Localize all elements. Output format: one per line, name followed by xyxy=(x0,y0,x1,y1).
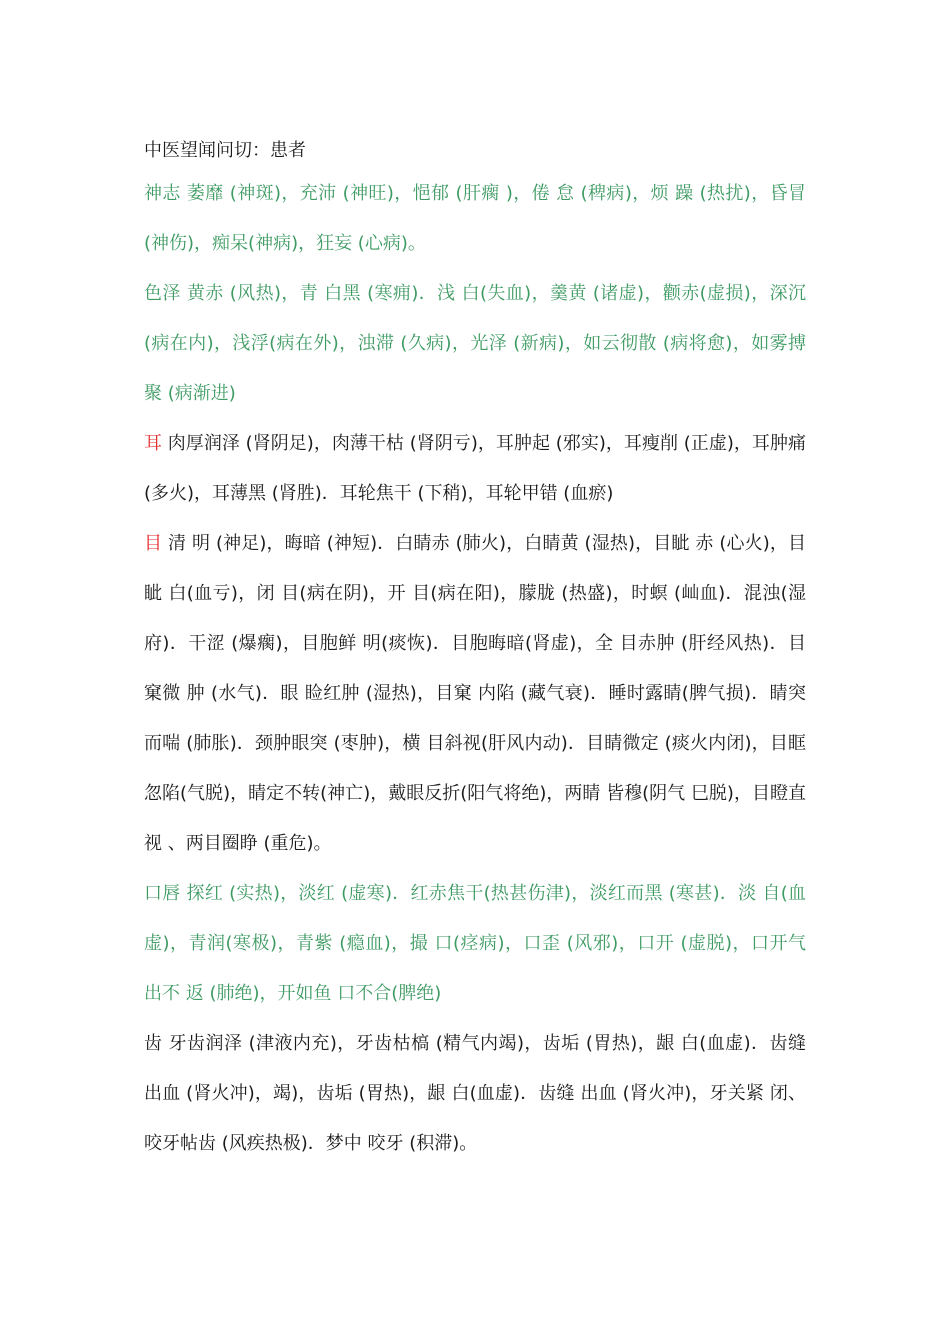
section-teeth-text: 齿 牙齿润泽 (津液内充)，牙齿枯槁 (精气内竭)，齿垢 (胃热)，龈 白(血虚)．齿缝 出血 (肾火冲)，竭)，齿垢 (胃热)，龈 白(血虚)．齿缝 出血 (肾火冲)，牙关紧 闭、咬牙帖齿 (风疾热极)．梦中 咬牙 (积滞)。 xyxy=(144,1033,806,1154)
section-spirit xyxy=(144,169,806,269)
section-spirit-text: 神志 萎靡 (神斑)，充沛 (神旺)，悒郁 (肝瘸 )，倦 怠 (稗病)，烦 躁 (热扰)，昏冒(神伤)，痴呆(神病)，狂妄 (心病)。 xyxy=(144,183,806,254)
section-eye-text: 清 明 (神足)，晦暗 (神短)．白睛赤 (肺火)，白睛黄 (湿热)，目眦 赤 (心火)，目眦 白(血亏)，闭 目(病在阴)，开 目(病在阳)，朦胧 (热盛)，时螟 (屾血)．混浊(湿府)．干涩 (爆瘸)，目胞鲜 明(痰恢)．目胞晦暗(肾虚)，全 目赤肿 (肝经风热)．目窠微 肿 (水气)．眼 睑红肿 (湿热)，目窠 内陷 (藏气衰)．睡时露睛(脾气损)．睛突而喘 (肺胀)．颈肿眼突 (枣肿)，横 目斜视(肝风内动)．目睛微定 (痰火内闭)，目眶忽陷(气脱)，睛定不转(神亡)，戴眼反折(阳气将绝)，两睛 皆穆(阴气 巳脱)，目瞪直视 、两目圈睁 (重危)。 xyxy=(144,533,807,854)
section-eye-label: 目 xyxy=(144,533,163,554)
section-complexion-text: 色泽 黄赤 (风热)，青 白黑 (寒痈)．浅 白(失血)，羹黄 (诸虚)，颧赤(虚损)，深沉 (病在内)，浅浮(病在外)，浊滞 (久病)，光泽 (新病)，如云彻散 (病将愈)，如雾搏聚 (病渐进) xyxy=(144,283,806,404)
section-complexion xyxy=(144,269,806,419)
document-page xyxy=(144,132,806,1169)
section-ear-label: 耳 xyxy=(144,433,163,454)
section-ear-text: 肉厚润泽 (肾阴足)，肉薄干枯 (肾阴亏)，耳肿起 (邪实)，耳瘦削 (正虚)，耳肿痛 (多火)，耳薄黑 (肾胜)．耳轮焦干 (下稍)，耳轮甲错 (血瘀) xyxy=(144,433,806,504)
section-eye xyxy=(144,519,806,869)
section-lips-text: 口唇 探红 (实热)，淡红 (虚寒)．红赤焦干(热甚伤津)，淡红而黑 (寒甚)．淡 自(血虚)，青润(寒极)，青紫 (瘾血)，撮 口(痉病)，口歪 (风邪)，口开 (虚脱)，口开气 出不 返 (肺绝)，开如鱼 口不合(脾绝) xyxy=(144,883,806,1004)
section-teeth xyxy=(144,1019,806,1169)
section-ear xyxy=(144,419,806,519)
document-title: 中医望闻问切：患者 xyxy=(144,140,306,161)
section-lips xyxy=(144,869,806,1019)
